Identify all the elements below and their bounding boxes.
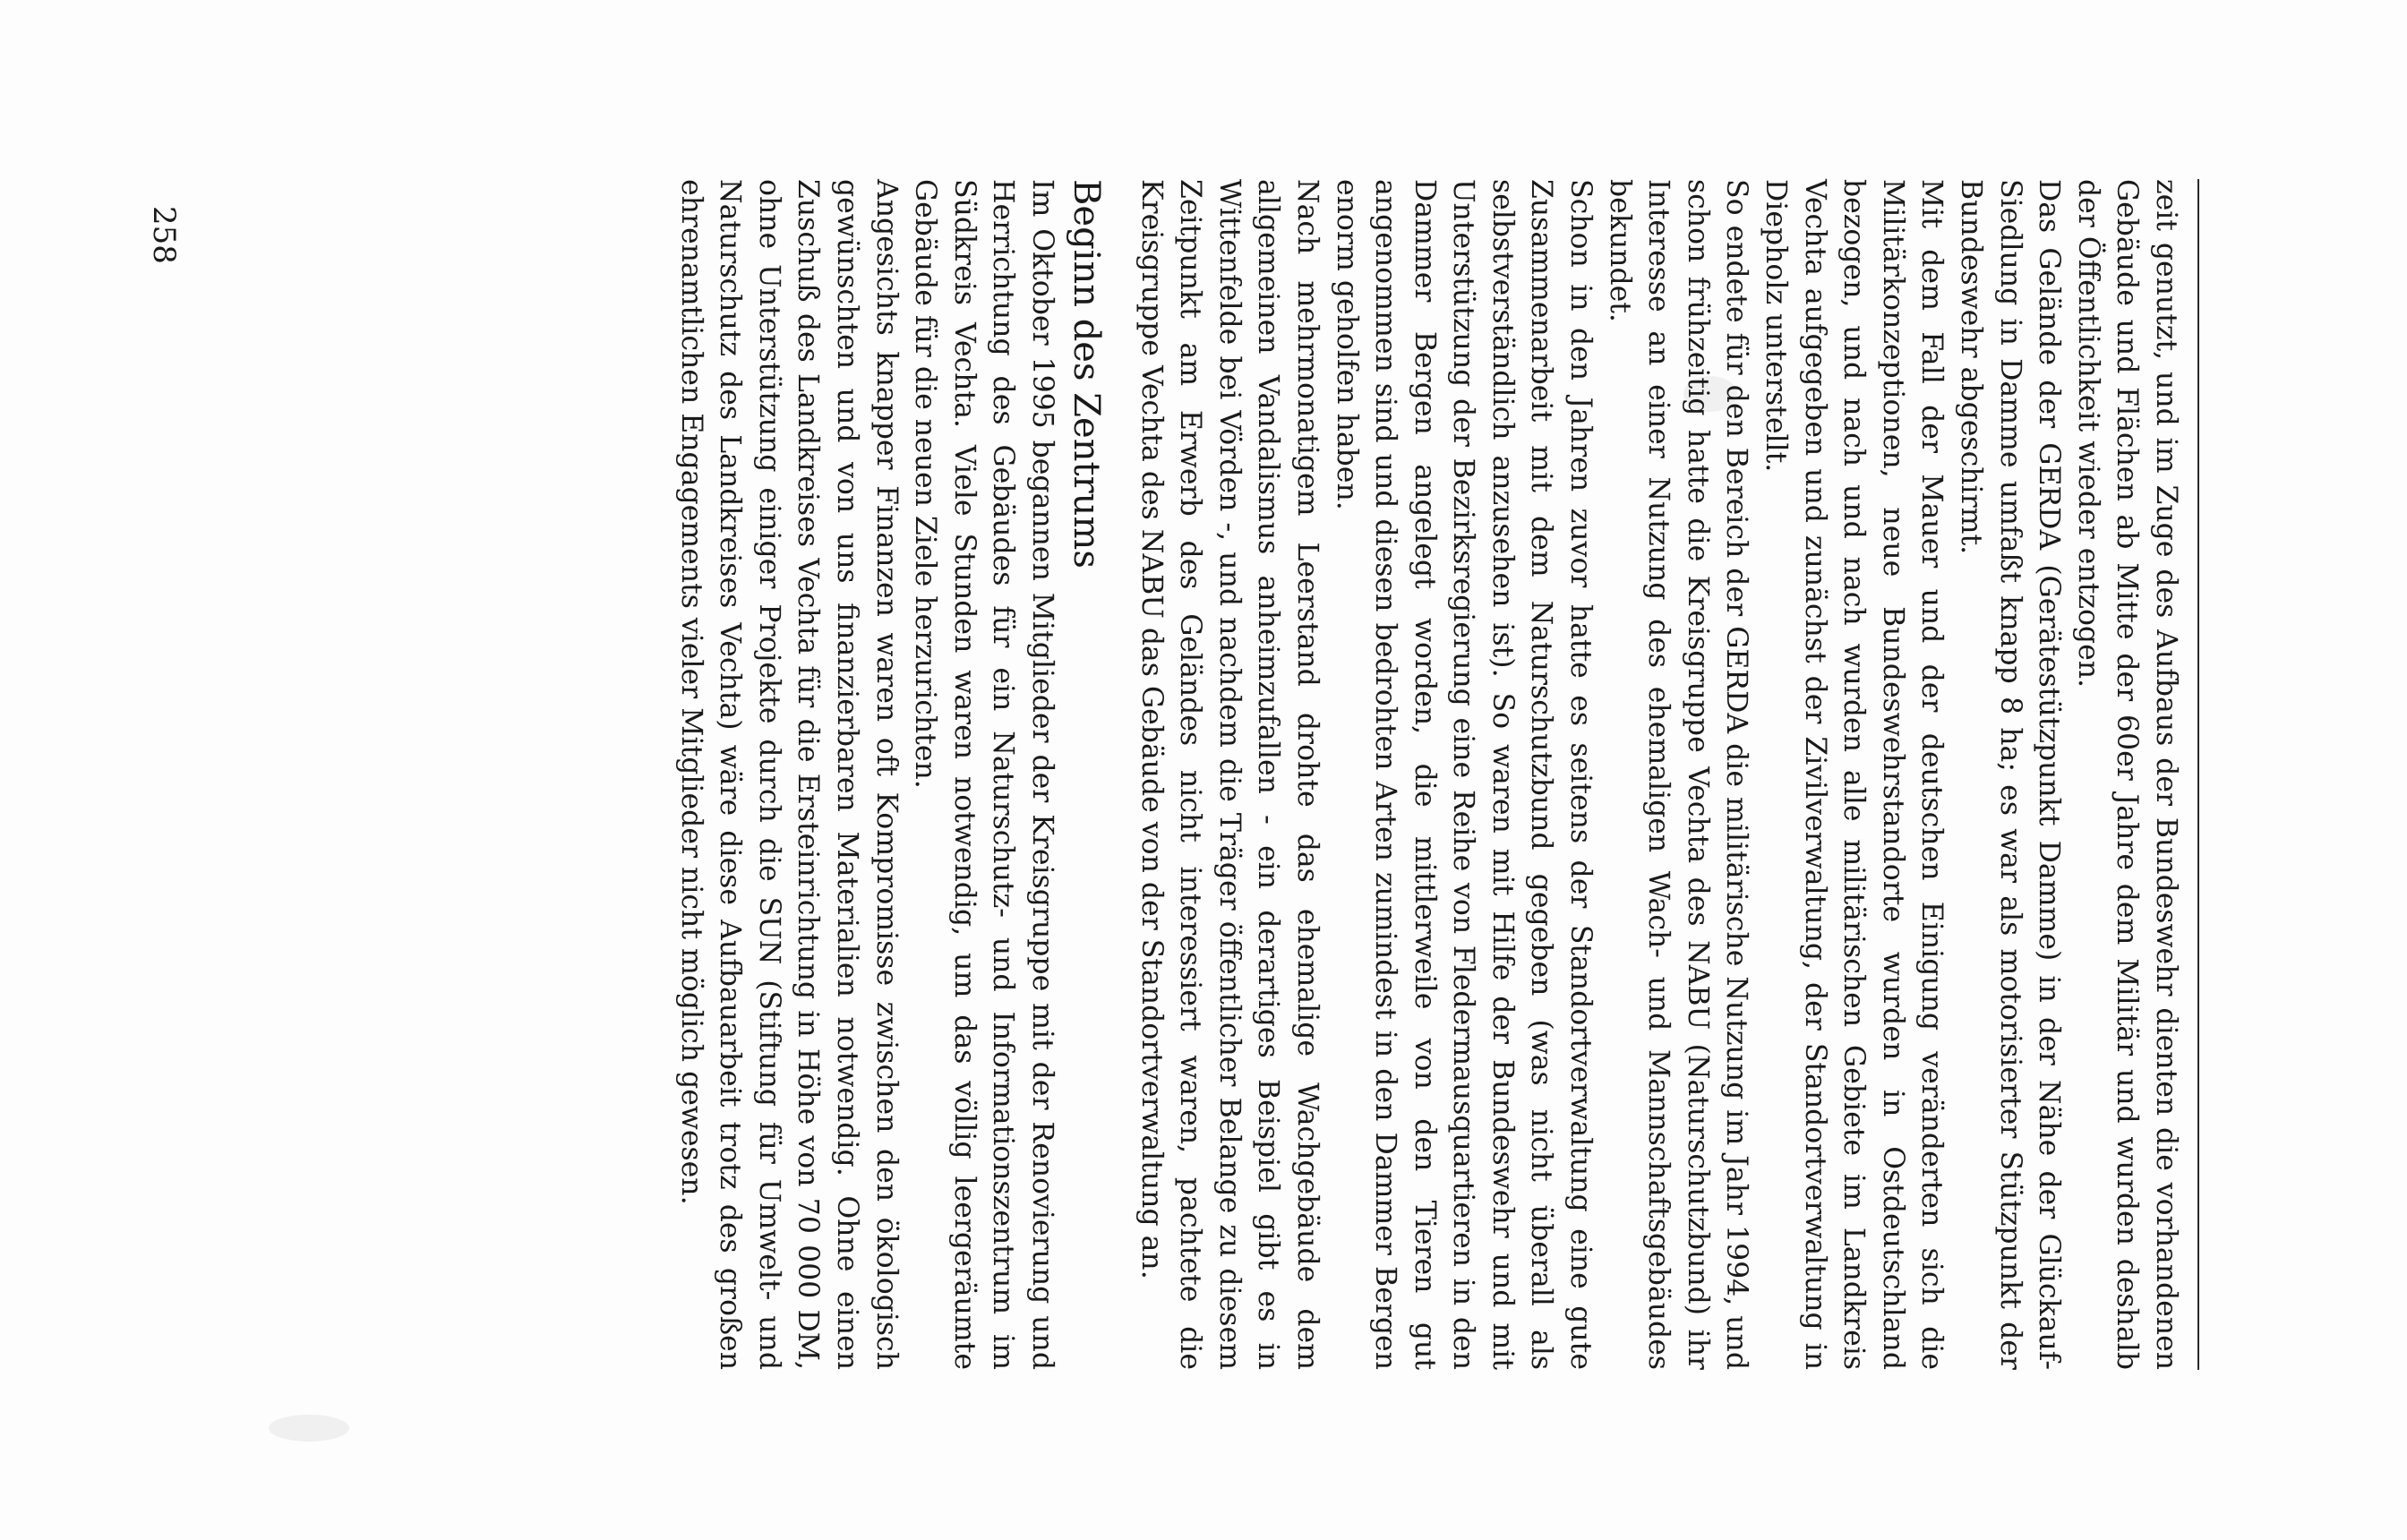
text-block-lower: [671, 179, 1126, 1370]
paragraph: Angesichts knapper Finanzen waren oft Kompromisse zwischen den ökologisch gewünschten und von uns finanzierbaren Materialien notwendig. Ohne einen Zuschuß des Landkreises Vechta für die Ersteinrichtung in Höhe von 70 000 DM, ohne Unterstützung einiger Projekte durch die SUN (Stiftung für Umwelt- und Naturschutz des Landkreises Vechta) wäre diese Aufbauarbeit trotz des großen ehrenamtlichen Engagements vieler Mitglieder nicht möglich gewesen.: [674, 179, 903, 1370]
header-rule: [2197, 179, 2199, 1370]
paragraph: Schon in den Jahren zuvor hatte es seitens der Standortverwaltung eine gute Zusammenarbeit mit dem Naturschutzbund gegeben (was nicht überall als selbstverständlich anzusehen ist). So waren mit Hilfe der Bundeswehr und mit Unterstützung der Bezirksregierung eine Reihe von Fledermausquartieren in den Dammer Bergen angelegt worden, die mittlerweile von den Tieren gut angenommen sind und diesen bedrohten Arten zumindest in den Dammer Bergen enorm geholfen haben.: [1330, 179, 1598, 1370]
text-block-upper: [1131, 179, 2185, 1370]
section-heading: Beginn des Zentrums: [1066, 179, 1107, 569]
page-number: 258: [146, 206, 182, 264]
paragraph: So endete für den Bereich der GERDA die militärische Nutzung im Jahr 1994, und schon frühzeitig hatte die Kreisgruppe Vechta des NABU (Naturschutzbund) ihr Interesse an einer Nutzung des ehemaligen Wach- und Mannschaftsgebäudes bekundet.: [1603, 179, 1753, 1370]
paragraph: Im Oktober 1995 begannen Mitglieder der Kreisgruppe mit der Renovierung und Herrichtung des Gebäudes für ein Naturschutz- und Informationszentrum im Südkreis Vechta. Viele Stunden waren notwendig, um das völlig leergeräumte Gebäude für die neuen Ziele herzurichten.: [909, 179, 1058, 1370]
paragraph: Nach mehrmonatigem Leerstand drohte das ehemalige Wachgebäude dem allgemeinen Vandalismus anheimzufallen - ein derartiges Beispiel gibt es in Wittenfelde bei Vörden -, und nachdem die Träger öffentlicher Belange zu diesem Zeitpunkt am Erwerb des Geländes nicht interessiert waren, pachtete die Kreisgruppe Vechta des NABU das Gebäude von der Standortverwaltung an.: [1135, 179, 1323, 1370]
paragraph: zeit genutzt, und im Zuge des Aufbaus der Bundeswehr dienten die vorhandenen Gebäude und Flächen ab Mitte der 60er Jahre dem Militär und wurden deshalb der Öffentlichkeit wieder entzogen.: [2071, 179, 2182, 1370]
paragraph: Mit dem Fall der Mauer und der deutschen Einigung veränderten sich die Militärkonzeptionen, neue Bundeswehrstandorte wurden in Ostdeutschland bezogen, und nach und nach wurden alle militärischen Gebiete im Landkreis Vechta aufgegeben und zunächst der Zivilverwaltung, der Standortverwaltung in Diepholz unterstellt.: [1760, 179, 1949, 1370]
paragraph: Das Gelände der GERDA (Gerätestützpunkt Damme) in der Nähe der Glückauf-Siedlung in Damme umfaßt knapp 8 ha; es war als motorisierter Stützpunkt der Bundeswehr abgeschirmt.: [1955, 179, 2066, 1370]
